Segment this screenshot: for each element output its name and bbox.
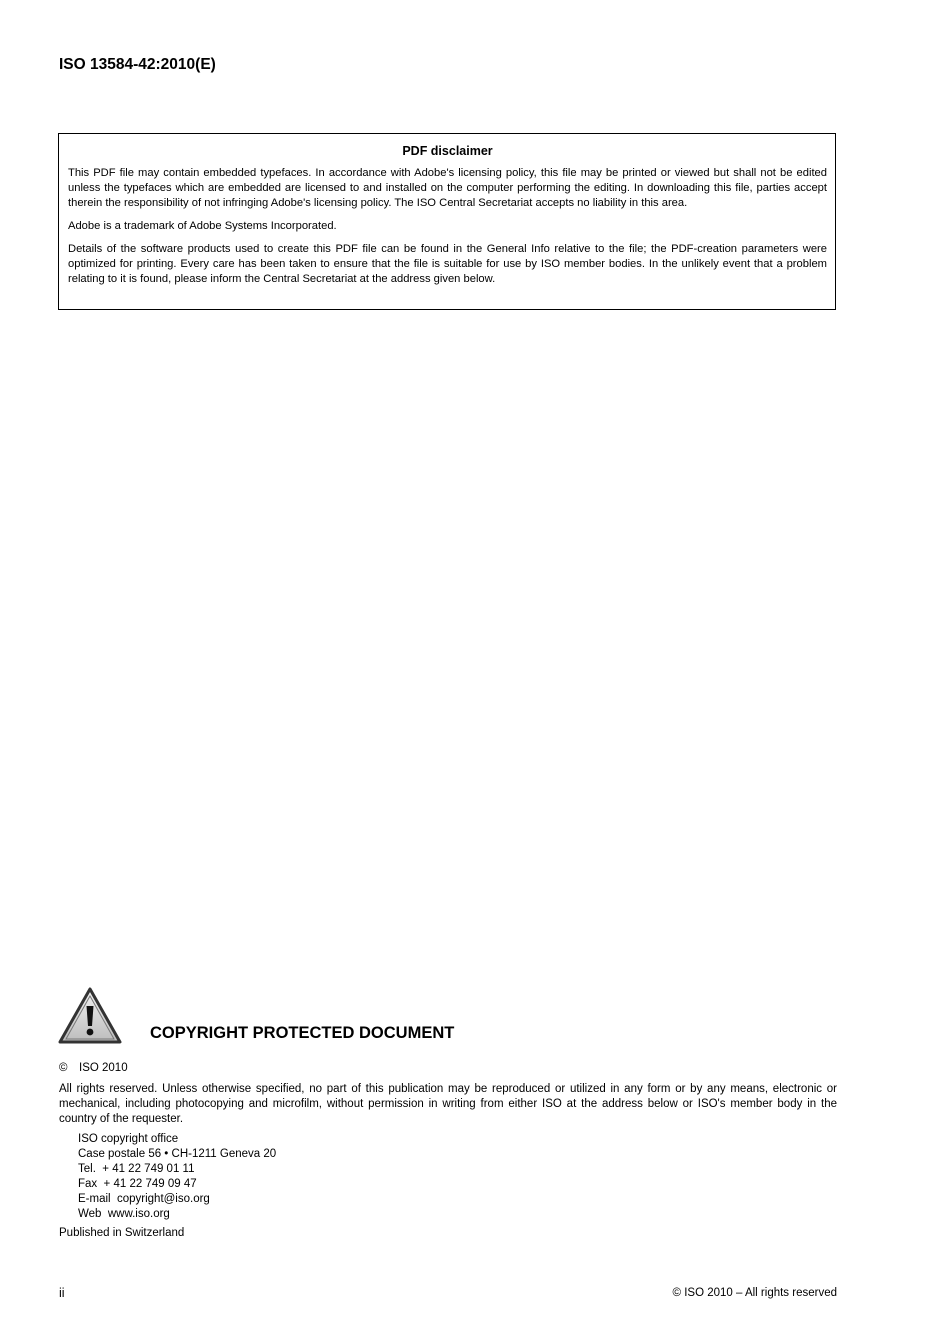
disclaimer-paragraph: Adobe is a trademark of Adobe Systems Incorporated. (68, 220, 337, 232)
published-location: Published in Switzerland (59, 1227, 185, 1239)
address-line: Web www.iso.org (78, 1208, 170, 1220)
page-number: ii (59, 1286, 65, 1300)
rights-statement: All rights reserved. Unless otherwise specified, no part of this publication may be reproduced or utilized in any form or by any means, electronic or mechanical, including photocopying and microfilm, without permission in writing from either ISO at the address below or ISO's member body in the country of the requester. (59, 1083, 837, 1125)
address-line: E-mail copyright@iso.org (78, 1193, 210, 1205)
copyright-heading: COPYRIGHT PROTECTED DOCUMENT (150, 1024, 455, 1042)
pdf-disclaimer-box (58, 133, 836, 310)
copyright-symbol: © (59, 1062, 68, 1074)
copyright-year: ISO 2010 (79, 1062, 128, 1074)
footer-copyright: © ISO 2010 – All rights reserved (672, 1287, 837, 1299)
address-line: ISO copyright office (78, 1133, 179, 1145)
iso-address-block (78, 1132, 276, 1222)
copyright-year-line (59, 1062, 128, 1074)
warning-triangle-icon (58, 987, 122, 1045)
address-line: Fax + 41 22 749 09 47 (78, 1178, 197, 1190)
disclaimer-title: PDF disclaimer (402, 144, 493, 158)
address-line: Case postale 56 • CH-1211 Geneva 20 (78, 1148, 277, 1160)
address-line: Tel. + 41 22 749 01 11 (78, 1163, 195, 1175)
disclaimer-paragraph: Details of the software products used to create this PDF file can be found in the General Info relative to the file; the PDF-creation parameters were optimized for printing. Every care has been taken to ensure that the file is suitable for use by ISO member bodies. In the unlikely event that a problem relating to it is found, please inform the Central Secretariat at the address given below. (68, 243, 827, 285)
disclaimer-paragraph: This PDF file may contain embedded typefaces. In accordance with Adobe's licensing policy, this file may be printed or viewed but shall not be edited unless the typefaces which are embedded are licensed to and installed on the computer performing the editing. In downloading this file, parties accept therein the responsibility of not infringing Adobe's licensing policy. The ISO Central Secretariat accepts no liability in this area. (68, 167, 827, 209)
document-id: ISO 13584-42:2010(E) (59, 56, 216, 73)
